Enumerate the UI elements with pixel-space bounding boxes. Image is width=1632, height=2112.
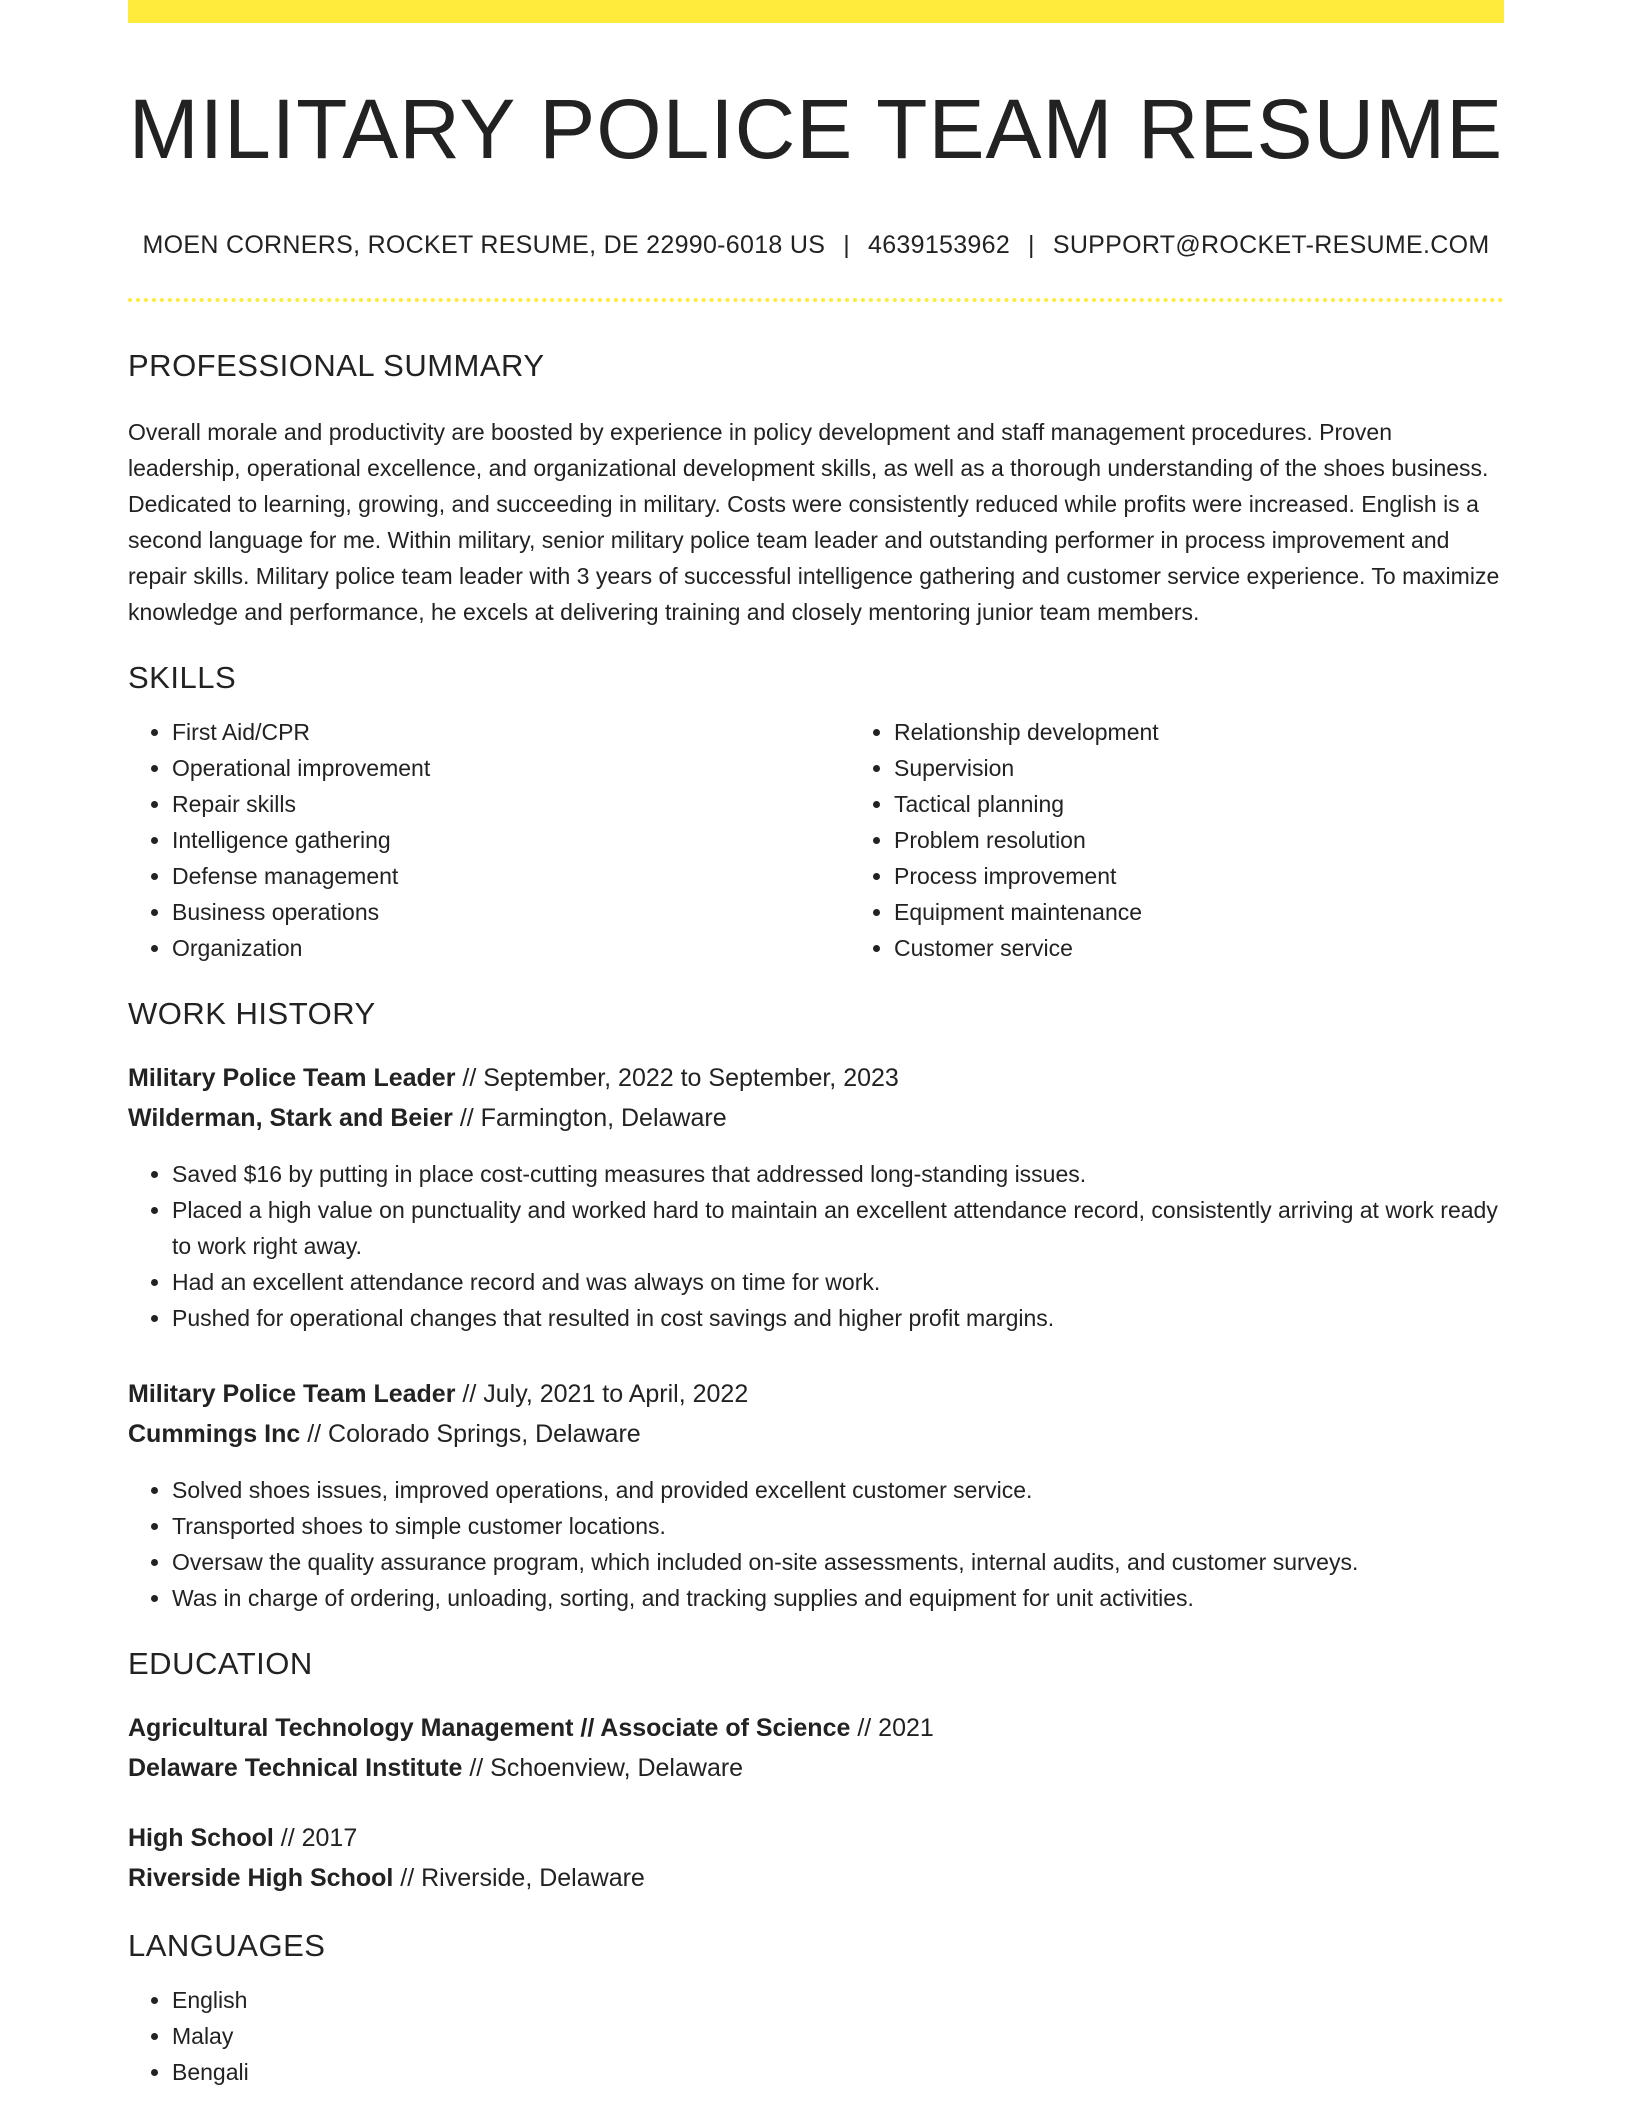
language-item: • Bengali <box>172 2054 1504 2090</box>
job-bullet: • Solved shoes issues, improved operations, and provided excellent customer service. <box>172 1472 1504 1508</box>
work-history-section <box>128 996 1504 1616</box>
summary-text: Overall morale and productivity are boosted by experience in policy development and staff management procedures. Proven leadership, operational excellence, and organizational development skills, as well as a thorough understanding of the shoes business. Dedicated to learning, growing, and succeeding in military. Costs were consistently reduced while profits were increased. English is a second language for me. Within military, senior military police team leader and outstanding performer in process improvement and repair skills. Military police team leader with 3 years of successful intelligence gathering and customer service experience. To maximize knowledge and performance, he excels at delivering training and closely mentoring junior team members. <box>128 419 1500 626</box>
contact-email: SUPPORT@ROCKET-RESUME.COM <box>1052 231 1490 260</box>
skill-item: • Customer service <box>894 930 1504 966</box>
school-line <box>128 1858 1504 1898</box>
job-location: // Colorado Springs, Delaware <box>300 1420 641 1449</box>
degree: High School <box>128 1824 274 1853</box>
degree: Agricultural Technology Management // Associate of Science <box>128 1714 851 1743</box>
contact-address: MOEN CORNERS, ROCKET RESUME, DE 22990-6018 US <box>142 231 826 260</box>
accent-bar <box>128 0 1504 23</box>
skill-item: • Operational improvement <box>172 750 850 786</box>
degree-year: // 2021 <box>850 1714 934 1743</box>
skills-list-right <box>850 714 1504 966</box>
job-company: Wilderman, Stark and Beier <box>128 1104 453 1133</box>
skill-item: • Business operations <box>172 894 850 930</box>
job-bullet: • Oversaw the quality assurance program, which included on-site assessments, internal audits, and customer surveys. <box>172 1544 1504 1580</box>
skill-item: • Repair skills <box>172 786 850 822</box>
job-location: // Farmington, Delaware <box>452 1104 727 1133</box>
summary-section <box>128 348 1504 630</box>
dotted-divider <box>128 298 1504 302</box>
job-bullet: • Transported shoes to simple customer locations. <box>172 1508 1504 1544</box>
job-bullet: • Had an excellent attendance record and was always on time for work. <box>172 1264 1504 1300</box>
section-heading: WORK HISTORY <box>128 996 376 1032</box>
skill-item: • First Aid/CPR <box>172 714 850 750</box>
skill-item: • Process improvement <box>894 858 1504 894</box>
contact-separator: | <box>843 231 850 260</box>
job-title: Military Police Team Leader <box>128 1380 456 1409</box>
school: Delaware Technical Institute <box>128 1754 463 1783</box>
job-company: Cummings Inc <box>128 1420 301 1449</box>
language-item: • English <box>172 1982 1504 2018</box>
school-location: // Riverside, Delaware <box>393 1864 645 1893</box>
school: Riverside High School <box>128 1864 394 1893</box>
job-bullets <box>128 1472 1504 1616</box>
job-entry <box>128 1058 1504 1336</box>
job-company-line <box>128 1414 1504 1454</box>
degree-line <box>128 1818 1504 1858</box>
language-item: • Malay <box>172 2018 1504 2054</box>
skill-item: • Supervision <box>894 750 1504 786</box>
job-title-line <box>128 1374 1504 1414</box>
skill-item: • Tactical planning <box>894 786 1504 822</box>
contact-separator: | <box>1028 231 1035 260</box>
skills-section <box>128 660 1504 966</box>
education-entry <box>128 1818 1504 1898</box>
skill-item: • Relationship development <box>894 714 1504 750</box>
education-section <box>128 1646 1504 1898</box>
skills-list-left <box>128 714 850 966</box>
resume-page <box>128 0 1504 2090</box>
section-heading: EDUCATION <box>128 1646 313 1682</box>
job-dates: // September, 2022 to September, 2023 <box>455 1064 899 1093</box>
section-heading: LANGUAGES <box>128 1928 326 1964</box>
degree-line <box>128 1708 1504 1748</box>
skill-item: • Intelligence gathering <box>172 822 850 858</box>
skills-columns <box>128 714 1504 966</box>
school-location: // Schoenview, Delaware <box>462 1754 744 1783</box>
contact-phone: 4639153962 <box>868 231 1011 260</box>
languages-list <box>128 1982 1504 2090</box>
job-bullet: • Placed a high value on punctuality and worked hard to maintain an excellent attendance record, consistently arriving at work ready to work right away. <box>172 1192 1504 1264</box>
contact-line <box>128 231 1504 260</box>
section-heading: SKILLS <box>128 660 237 696</box>
education-entry <box>128 1708 1504 1788</box>
job-dates: // July, 2021 to April, 2022 <box>455 1380 749 1409</box>
job-company-line <box>128 1098 1504 1138</box>
skill-item: • Defense management <box>172 858 850 894</box>
job-title-line <box>128 1058 1504 1098</box>
section-heading: PROFESSIONAL SUMMARY <box>128 348 545 384</box>
job-title: Military Police Team Leader <box>128 1064 456 1093</box>
skill-item: • Equipment maintenance <box>894 894 1504 930</box>
job-bullet: • Pushed for operational changes that resulted in cost savings and higher profit margins. <box>172 1300 1504 1336</box>
job-entry <box>128 1374 1504 1616</box>
languages-section <box>128 1928 1504 2090</box>
degree-year: // 2017 <box>273 1824 358 1853</box>
job-bullet: • Saved $16 by putting in place cost-cutting measures that addressed long-standing issues. <box>172 1156 1504 1192</box>
skill-item: • Organization <box>172 930 850 966</box>
skill-item: • Problem resolution <box>894 822 1504 858</box>
school-line <box>128 1748 1504 1788</box>
job-bullet: • Was in charge of ordering, unloading, sorting, and tracking supplies and equipment for unit activities. <box>172 1580 1504 1616</box>
resume-title: MILITARY POLICE TEAM RESUME <box>128 82 1504 176</box>
job-bullets <box>128 1156 1504 1336</box>
